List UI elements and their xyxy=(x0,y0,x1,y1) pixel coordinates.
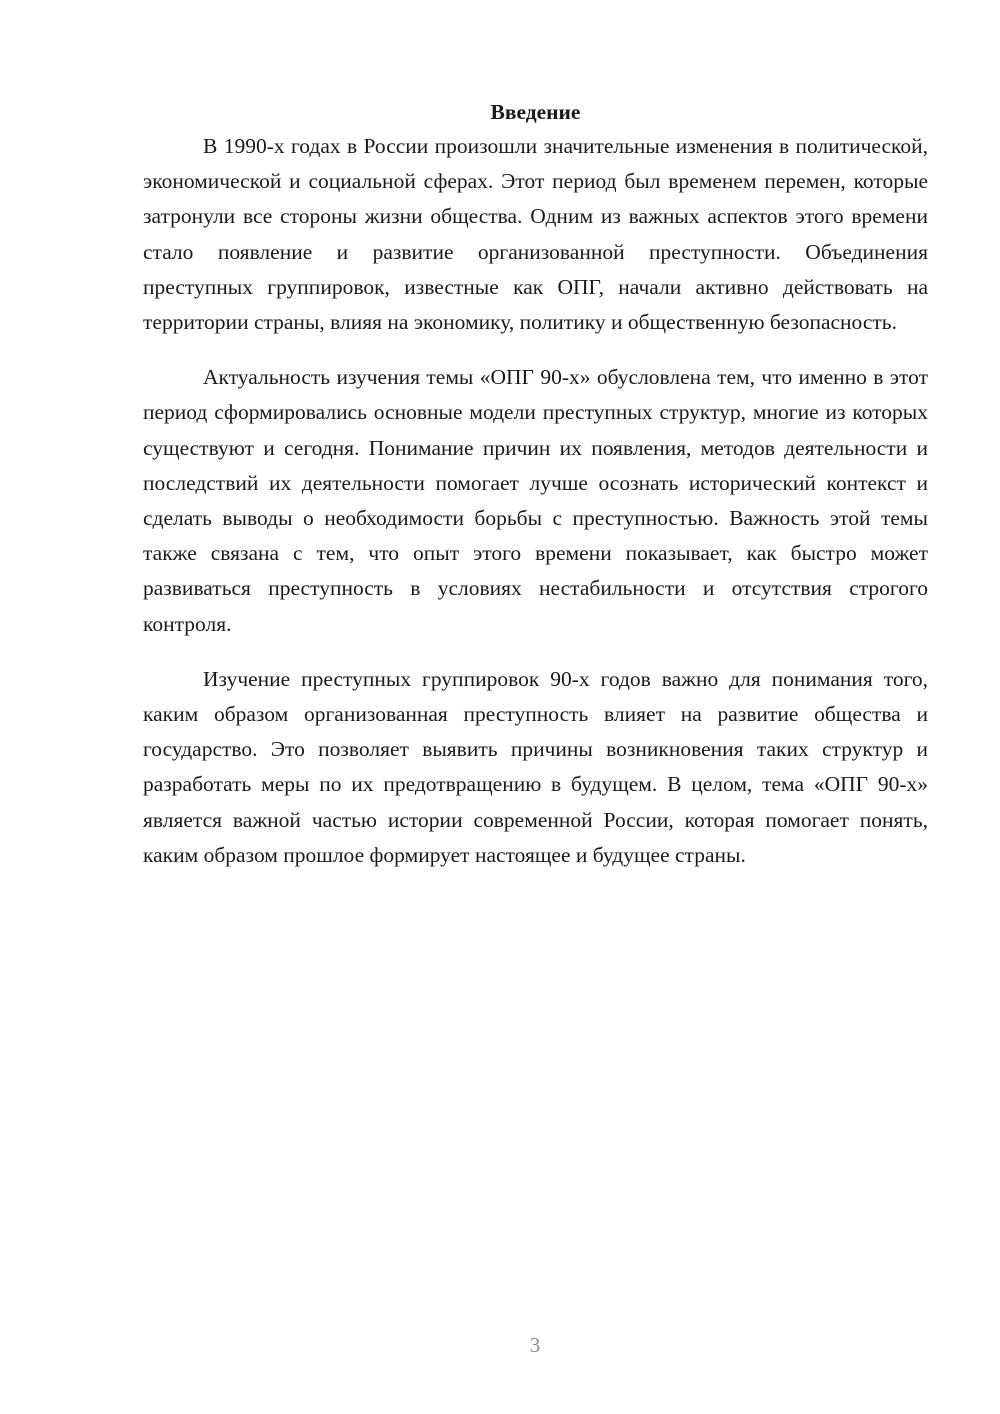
paragraph-1: В 1990-х годах в России произошли значительные изменения в политической, экономической и социальной сферах. Этот период был временем перемен, которые затронули все стороны жизни общества. Одним из важных аспектов этого времени стало появление и развитие организованной преступности. Объединения преступных группировок, известные как ОПГ, начали активно действовать на территории страны, влияя на экономику, политику и общественную безопасность. xyxy=(143,134,928,335)
page-number: 3 xyxy=(529,1333,541,1357)
paragraph-3: Изучение преступных группировок 90-х годов важно для понимания того, каким образом организованная преступность влияет на развитие общества и государство. Это позволяет выявить причины возникновения таких структур и разработать меры по их предотвращению в будущем. В целом, тема «ОПГ 90-х» является важной частью истории современной России, которая помогает понять, каким образом прошлое формирует настоящее и будущее страны. xyxy=(143,666,928,867)
paragraph-2: Актуальность изучения темы «ОПГ 90-х» обусловлена тем, что именно в этот период сформировались основные модели преступных структур, многие из которых существуют и сегодня. Понимание причин их появления, методов деятельности и последствий их деятельности помогает лучше осознать исторический контекст и сделать выводы о необходимости борьбы с преступностью. Важность этой темы также связана с тем, что опыт этого времени показывает, как быстро может развиваться преступность в условиях нестабильности и отсутствия строгого контроля. xyxy=(143,365,928,636)
page-content xyxy=(143,96,928,873)
section-title: Введение xyxy=(490,100,581,124)
